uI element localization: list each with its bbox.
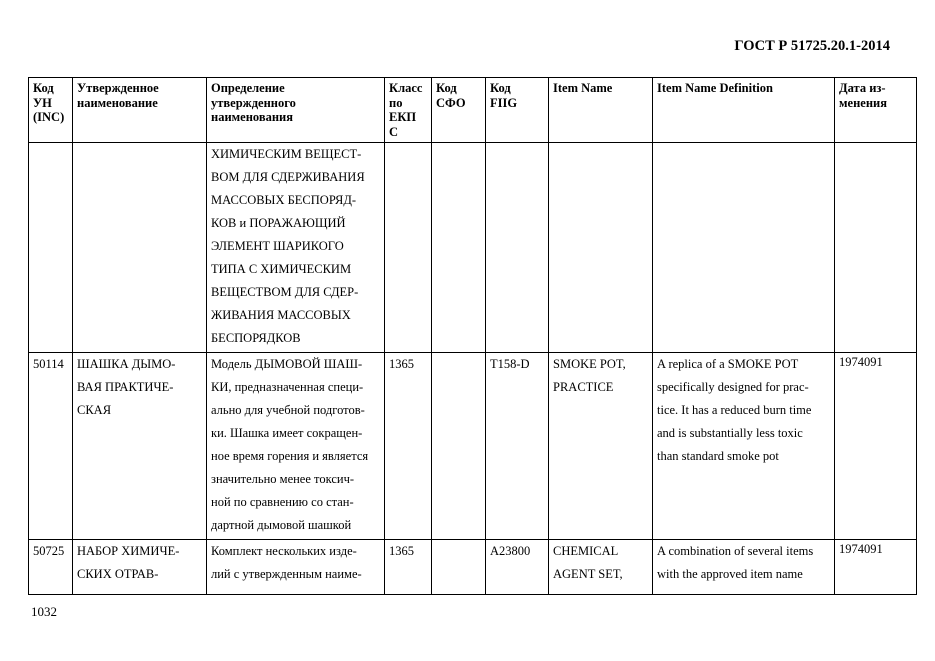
col-header-inc: Код УН (INC)	[29, 78, 73, 143]
cell-inc	[29, 143, 73, 353]
cell-item-name	[549, 143, 653, 353]
cell-approved-name	[73, 143, 207, 353]
cell-sfo	[432, 353, 486, 540]
cell-class: 1365	[385, 540, 432, 595]
cell-item-name-definition: A combination of several items with the approved item name	[653, 540, 835, 595]
table-row	[29, 143, 917, 353]
cell-definition: ХИМИЧЕСКИМ ВЕЩЕСТ- ВОМ ДЛЯ СДЕРЖИВАНИЯ МАССОВЫХ БЕСПОРЯД- КОВ и ПОРАЖАЮЩИЙ ЭЛЕМЕНТ ШАРИКОГО ТИПА С ХИМИЧЕСКИМ ВЕЩЕСТВОМ ДЛЯ СДЕР- ЖИВАНИЯ МАССОВЫХ БЕСПОРЯДКОВ	[207, 143, 385, 353]
cell-inc: 50114	[29, 353, 73, 540]
cell-inc: 50725	[29, 540, 73, 595]
col-header-class: Класс по ЕКП С	[385, 78, 432, 143]
cell-change-date: 1974091	[839, 355, 883, 369]
cell-change-date: 1974091	[839, 542, 883, 556]
header-row	[29, 78, 917, 143]
table-row	[29, 540, 917, 595]
table-row	[29, 353, 917, 540]
cell-fiig: T158-D	[486, 353, 549, 540]
cell-sfo	[432, 143, 486, 353]
item-name-table	[28, 77, 917, 595]
col-header-definition: Определение утвержденного наименования	[207, 78, 385, 143]
cell-item-name: CHEMICAL AGENT SET,	[549, 540, 653, 595]
cell-change-date	[835, 143, 917, 353]
col-header-item-name: Item Name	[549, 78, 653, 143]
cell-definition: Модель ДЫМОВОЙ ШАШ- КИ, предназначенная специ- ально для учебной подготов- ки. Шашка имеет сокращен- ное время горения и является значительно менее токсич- ной по сравнению со стан- дартной дымовой шашкой	[207, 353, 385, 540]
col-header-item-name-definition: Item Name Definition	[653, 78, 835, 143]
cell-item-name: SMOKE POT, PRACTICE	[549, 353, 653, 540]
cell-item-name-definition	[653, 143, 835, 353]
cell-approved-name: НАБОР ХИМИЧЕ- СКИХ ОТРАВ-	[73, 540, 207, 595]
standard-designation: ГОСТ Р 51725.20.1-2014	[734, 38, 890, 54]
cell-definition: Комплект нескольких изде- лий с утвержденным наиме-	[207, 540, 385, 595]
cell-fiig	[486, 143, 549, 353]
cell-class: 1365	[385, 353, 432, 540]
cell-change-date-wrap	[835, 540, 917, 595]
cell-approved-name: ШАШКА ДЫМО- ВАЯ ПРАКТИЧЕ- СКАЯ	[73, 353, 207, 540]
cell-fiig: A23800	[486, 540, 549, 595]
col-header-fiig: Код FIIG	[486, 78, 549, 143]
cell-item-name-definition: A replica of a SMOKE POT specifically designed for prac- tice. It has a reduced burn time and is substantially less toxic than standard smoke pot	[653, 353, 835, 540]
cell-change-date-wrap	[835, 353, 917, 540]
page-number: 1032	[31, 604, 57, 619]
cell-class	[385, 143, 432, 353]
col-header-change-date: Дата из- менения	[835, 78, 917, 143]
cell-sfo	[432, 540, 486, 595]
col-header-approved-name: Утвержденное наименование	[73, 78, 207, 143]
col-header-sfo: Код СФО	[432, 78, 486, 143]
